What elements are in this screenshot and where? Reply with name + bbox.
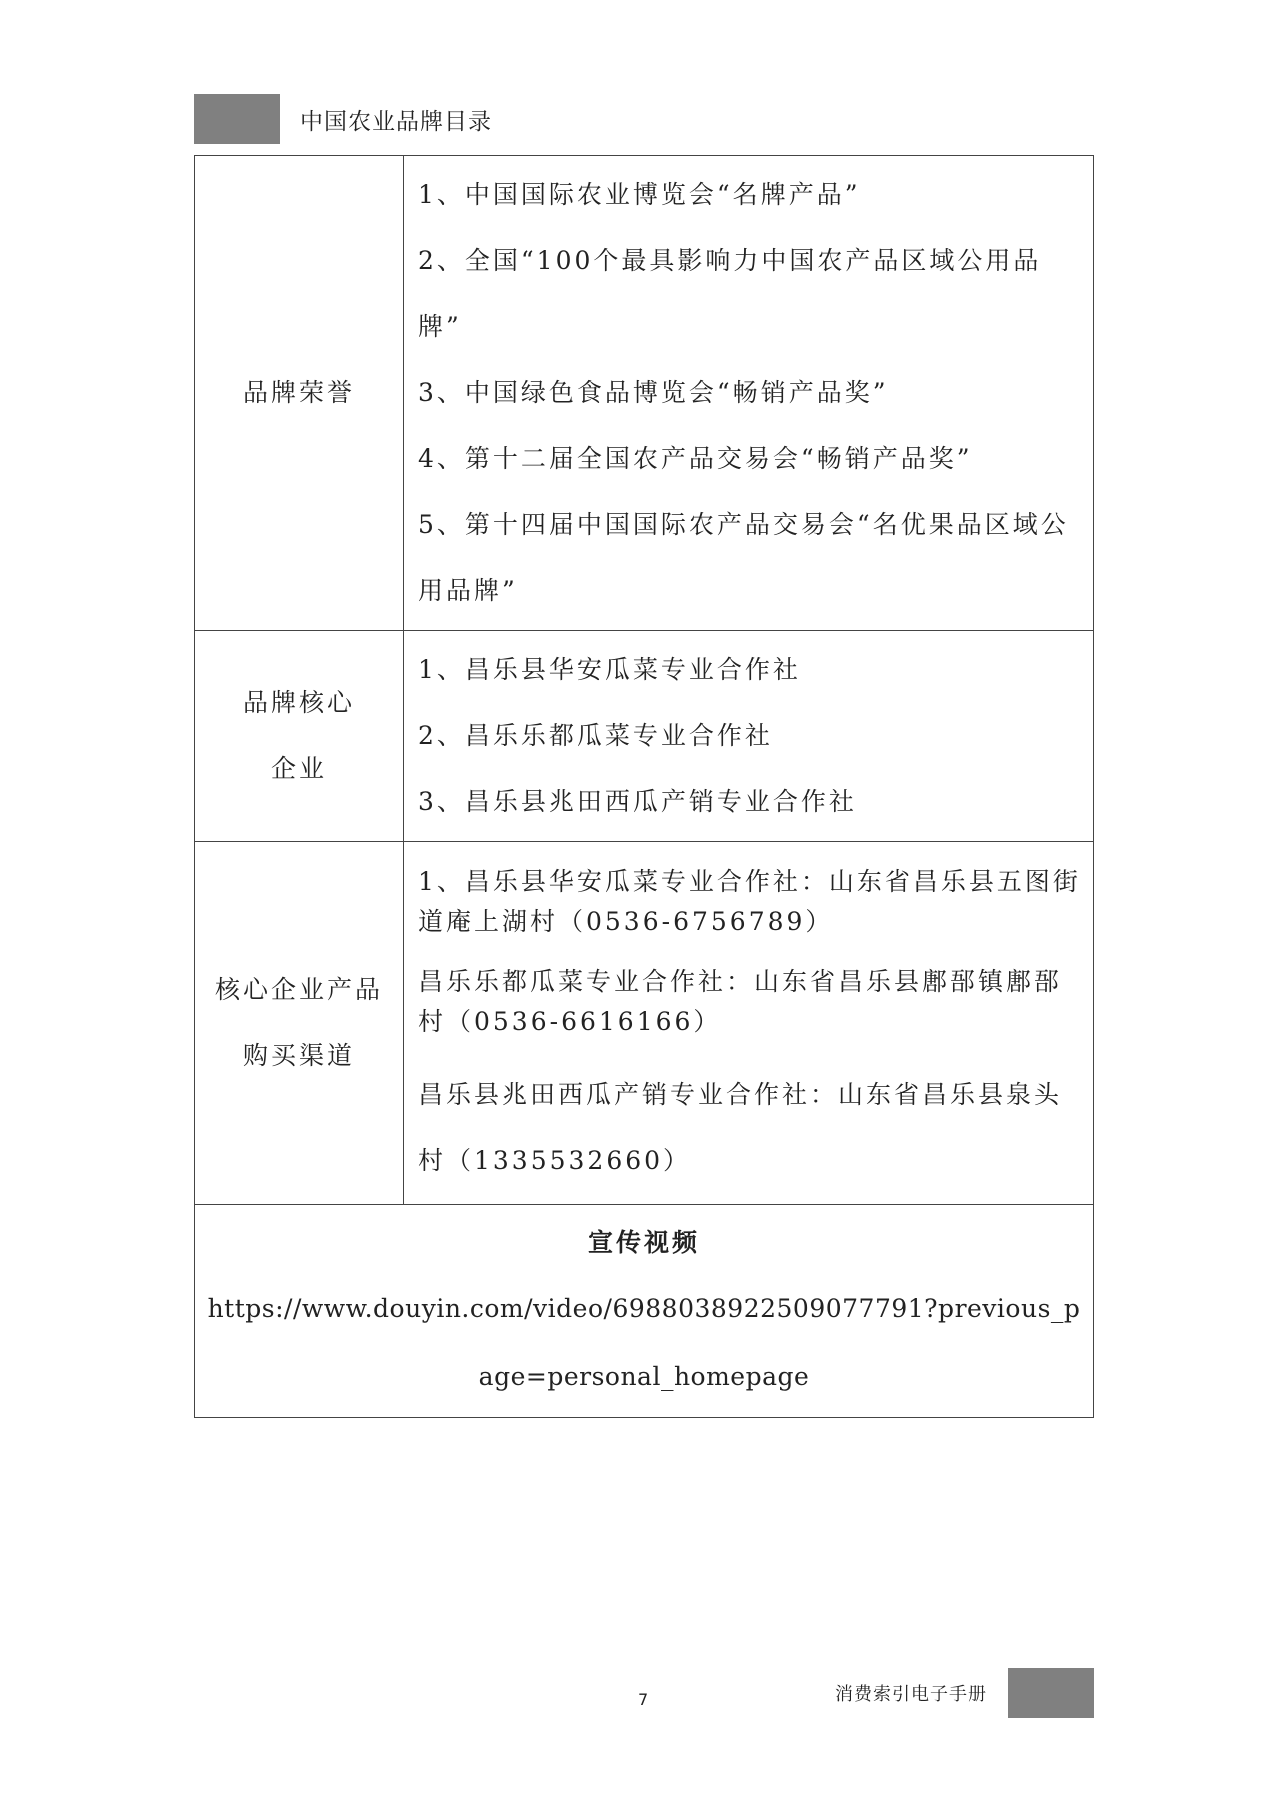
video-url-link[interactable]: https://www.douyin.com/video/6988038922509077791?previous_page=personal_homepage: [207, 1294, 1081, 1391]
label-purchase-channels: [195, 842, 404, 1205]
honor-item: 3、中国绿色食品博览会“畅销产品奖”: [418, 378, 889, 407]
label-core-enterprises-line2: 企业: [270, 754, 327, 783]
footer-decor-block: [1008, 1668, 1094, 1718]
core-enterprises-content: [404, 631, 1094, 842]
honors-content: [404, 156, 1094, 631]
label-core-enterprises-line1: 品牌核心: [242, 688, 355, 717]
enterprise-item: 3、昌乐县兆田西瓜产销专业合作社: [418, 787, 857, 816]
row-core-enterprises: [195, 631, 1094, 842]
honor-item: 1、中国国际农业博览会“名牌产品”: [418, 180, 861, 209]
row-honors: [195, 156, 1094, 631]
honor-item: 4、第十二届全国农产品交易会“畅销产品奖”: [418, 444, 973, 473]
honor-item: 2、全国“100个最具影响力中国农产品区域公用品牌”: [418, 246, 1042, 341]
row-purchase-channels: [195, 842, 1094, 1205]
label-purchase-channels-line1: 核心企业产品: [214, 975, 383, 1004]
page-number: 7: [638, 1690, 649, 1709]
label-honors: 品牌荣誉: [195, 156, 404, 631]
label-purchase-channels-line2: 购买渠道: [242, 1041, 355, 1070]
enterprise-item: 2、昌乐乐都瓜菜专业合作社: [418, 721, 773, 750]
label-core-enterprises: [195, 631, 404, 842]
video-cell: [195, 1205, 1094, 1418]
row-video: [195, 1205, 1094, 1418]
header-title: 中国农业品牌目录: [300, 109, 492, 135]
channel-item: 昌乐县兆田西瓜产销专业合作社：山东省昌乐县泉头村（1335532660）: [418, 1080, 1063, 1175]
honor-item: 5、第十四届中国国际农产品交易会“名优果品区域公用品牌”: [418, 510, 1069, 605]
enterprise-item: 1、昌乐县华安瓜菜专业合作社: [418, 655, 801, 684]
video-title: 宣传视频: [587, 1228, 700, 1257]
purchase-channels-content: [404, 842, 1094, 1205]
channel-item: 昌乐乐都瓜菜专业合作社：山东省昌乐县鄌郚镇鄌郚村（0536-6616166）: [418, 967, 1063, 1036]
brand-info-table: [194, 155, 1094, 1418]
footer-title: 消费索引电子手册: [835, 1684, 987, 1705]
channel-item: 1、昌乐县华安瓜菜专业合作社：山东省昌乐县五图街道庵上湖村（0536-6756789）: [418, 867, 1081, 936]
header-decor-block: [194, 94, 280, 144]
